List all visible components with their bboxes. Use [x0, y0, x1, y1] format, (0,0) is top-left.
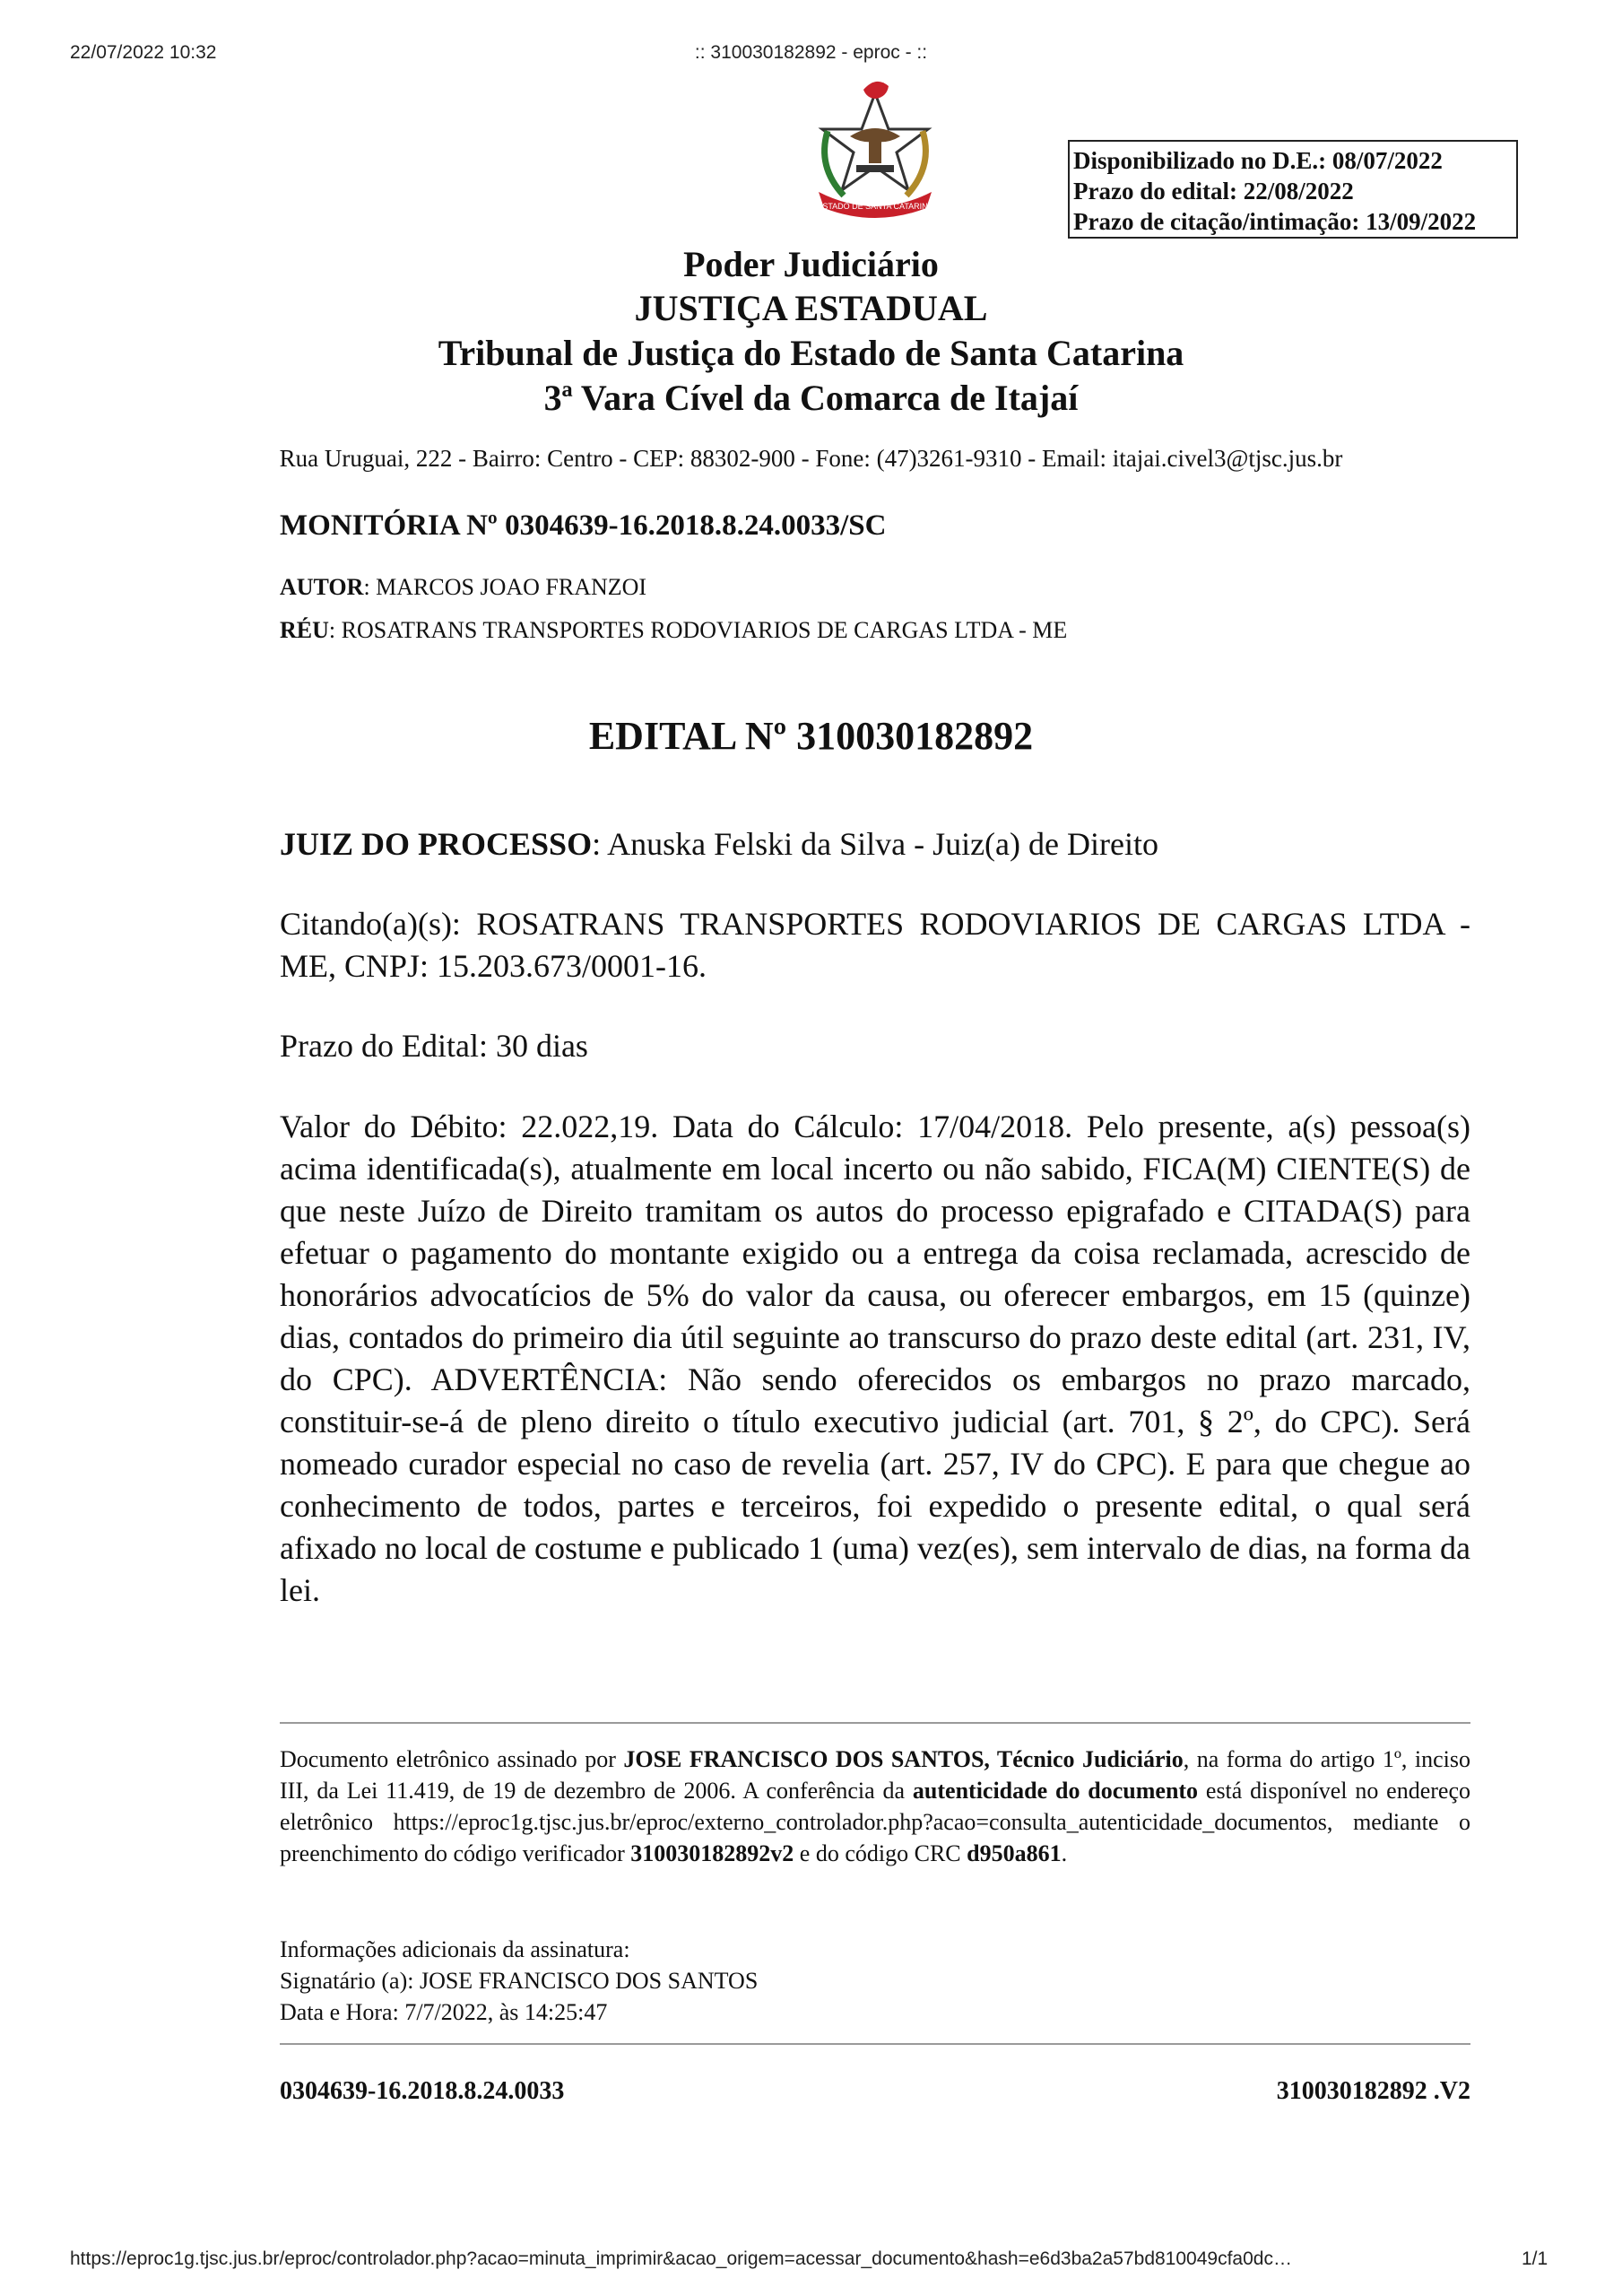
signatario-line: Signatário (a): JOSE FRANCISCO DOS SANTOS [280, 1968, 759, 1994]
additional-info-label: Informações adicionais da assinatura: [280, 1936, 630, 1962]
footer-doc-version: 310030182892 .V2 [1276, 2077, 1470, 2105]
heading-poder-judiciario: Poder Judiciário [683, 244, 939, 284]
signature-text-2: , na forma do artigo 1º, inciso III, da Lei 11.419, de 19 de dezembro de 2006. A conferência da [280, 1746, 1471, 1804]
emblem-ribbon-text: ESTADO DE SANTA CATARINA [817, 202, 933, 211]
disponibilizado-line: Disponibilizado no D.E.: 08/07/2022 [1073, 147, 1443, 174]
autor-value: : MARCOS JOAO FRANZOI [363, 574, 647, 600]
reu-value: : ROSATRANS TRANSPORTES RODOVIARIOS DE CARGAS LTDA - ME [328, 617, 1068, 643]
signer-name: JOSE FRANCISCO DOS SANTOS, Técnico Judiciário [623, 1746, 1184, 1772]
divider-bottom [280, 2043, 1470, 2045]
print-datetime: 22/07/2022 10:32 [70, 42, 217, 63]
valor-debito-paragraph: Valor do Débito: 22.022,19. Data do Cálculo: 17/04/2018. Pelo presente, a(s) pessoa(s) acima identificada(s), atualmente em local incerto ou não sabido, FICA(M) CIENTE(S) de que neste Juízo de Direito tramitam os autos do processo epigrafado e CITADA(S) para efetuar o pagamento do montante exigido ou a entrega da coisa reclamada, acrescido de honorários advocatícios de 5% do valor da causa, ou oferecer embargos, em 15 (quinze) dias, contados do primeiro dia útil seguinte ao transcurso do prazo deste edital (art. 231, IV, do CPC). ADVERTÊNCIA: Não sendo oferecidos os embargos no prazo marcado, constituir-se-á de pleno direito o título executivo judicial (art. 701, § 2º, do CPC). Será nomeado curador especial no caso de revelia (art. 257, IV do CPC). E para que chegue ao conhecimento de todos, partes e terceiros, foi expedido o presente edital, o qual será afixado no local de costume e publicado 1 (uma) vez(es), sem intervalo de dias, na forma da lei. [280, 1109, 1470, 1608]
reu-label: RÉU [280, 617, 329, 643]
footer-process-number: 0304639-16.2018.8.24.0033 [280, 2077, 565, 2105]
signature-text-3: está disponível no endereço eletrônico https://eproc1g.tjsc.jus.br/eproc/externo_controlador.php?acao=consulta_autenticidade_documentos, mediante o preenchimento do código verificador [280, 1778, 1470, 1866]
prazo-edital-line: Prazo do edital: 22/08/2022 [1073, 178, 1354, 204]
signature-text-5: . [1061, 1840, 1068, 1866]
print-url: https://eproc1g.tjsc.jus.br/eproc/controlador.php?acao=minuta_imprimir&acao_origem=acessar_documento&hash=e6d3ba2a57bd810049cfa0dc… [70, 2248, 1292, 2269]
data-hora-line: Data e Hora: 7/7/2022, às 14:25:47 [280, 1999, 608, 2025]
signature-text-4: e do código CRC [794, 1840, 967, 1866]
heading-vara: 3ª Vara Cível da Comarca de Itajaí [543, 378, 1079, 418]
prazo-edital-paragraph: Prazo do Edital: 30 dias [280, 1028, 588, 1064]
court-address: Rua Uruguai, 222 - Bairro: Centro - CEP: 88302-900 - Fone: (47)3261-9310 - Email: itajai.civel3@tjsc.jus.br [279, 445, 1343, 472]
divider-top [280, 1722, 1470, 1724]
reu-line [280, 617, 1067, 644]
autor-label: AUTOR [280, 574, 364, 600]
signature-paragraph [280, 1744, 1470, 1869]
edital-title: EDITAL Nº 310030182892 [588, 714, 1034, 758]
crc-code: d950a861 [967, 1840, 1062, 1866]
heading-tribunal: Tribunal de Justiça do Estado de Santa Catarina [438, 333, 1184, 373]
santa-catarina-coat-of-arms-icon [801, 77, 950, 221]
process-title: MONITÓRIA Nº 0304639-16.2018.8.24.0033/SC [280, 509, 887, 542]
signature-text-1: Documento eletrônico assinado por [280, 1746, 624, 1772]
prazo-citacao-line: Prazo de citação/intimação: 13/09/2022 [1073, 208, 1477, 235]
verification-code: 310030182892v2 [630, 1840, 794, 1866]
juiz-label: JUIZ DO PROCESSO [280, 826, 593, 862]
disponibilizacao-box [1068, 140, 1518, 239]
juiz-value: : Anuska Felski da Silva - Juiz(a) de Direito [592, 826, 1158, 862]
citando-paragraph: Citando(a)(s): ROSATRANS TRANSPORTES RODOVIARIOS DE CARGAS LTDA - ME, CNPJ: 15.203.673/0001-16. [280, 906, 1470, 984]
print-page-number: 1/1 [1522, 2248, 1548, 2269]
authenticity-label: autenticidade do documento [912, 1778, 1199, 1804]
print-page-title: :: 310030182892 - eproc - :: [694, 42, 928, 63]
heading-justica-estadual: JUSTIÇA ESTADUAL [634, 288, 988, 328]
autor-line [280, 574, 646, 601]
juiz-line [280, 823, 1470, 865]
